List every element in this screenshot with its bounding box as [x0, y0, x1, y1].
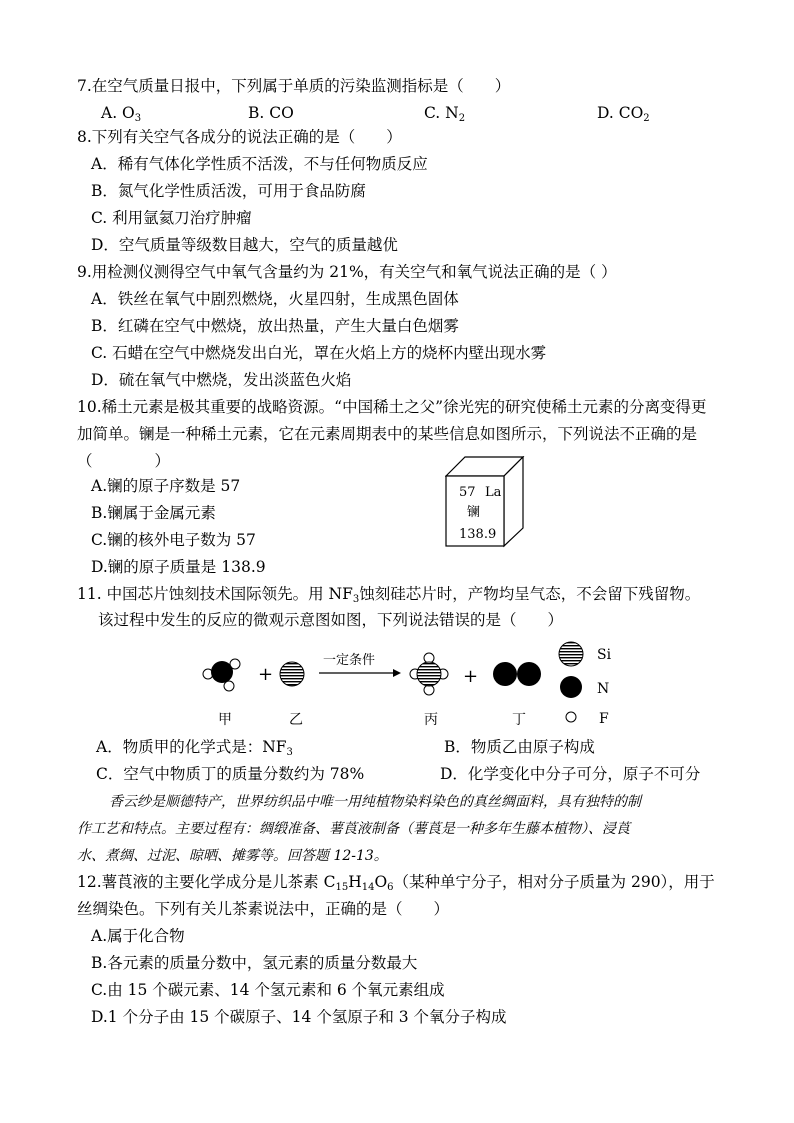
- plus-sign: +: [463, 666, 479, 687]
- q7-stem: 7.在空气质量日报中，下列属于单质的污染监测指标是（ ）: [77, 77, 511, 95]
- q9-stem: 9.用检测仪测得空气中氧气含量约为 21%，有关空气和氧气说法正确的是（ ）: [77, 263, 617, 281]
- legend-f-label: F: [599, 711, 609, 727]
- q8-option-c: C. 利用氩氦刀治疗肿瘤: [91, 209, 252, 227]
- legend-n-label: N: [597, 681, 610, 697]
- molecule-bing: [410, 653, 448, 695]
- q8-option-b: B．氮气化学性质活泼，可用于食品防腐: [91, 182, 366, 200]
- label-ding: 丁: [512, 712, 526, 728]
- q9-option-c: C. 石蜡在空气中燃烧发出白光，罩在火焰上方的烧杯内壁出现水雾: [91, 344, 547, 362]
- molecule-yi: [280, 662, 304, 686]
- lanthanum-element-cube: [445, 456, 525, 548]
- q10-stem-line3: （ ）: [77, 452, 171, 470]
- q10-option-a: A.镧的原子序数是 57: [91, 477, 241, 495]
- reaction-arrow-head: [393, 669, 401, 677]
- q10-stem-line2: 加简单。镧是一种稀土元素，它在元素周期表中的某些信息如图所示，下列说法不正确的是: [77, 425, 698, 443]
- element-symbol: La: [485, 485, 502, 500]
- label-bing: 丙: [424, 712, 438, 728]
- q8-option-d: D．空气质量等级数目越大，空气的质量越优: [91, 236, 398, 254]
- q12-stem-line1: 12.薯莨液的主要化学成分是儿茶素 $C_{15}H_{14}O_6$（某种单宁分子，相对分子质量为 290），用于: [77, 873, 715, 893]
- element-mass: 138.9: [459, 527, 497, 542]
- q7-option-d: D. $CO_2$: [597, 104, 650, 124]
- q12-stem-line2: 丝绸染色。下列有关儿茶素说法中，正确的是（ ）: [77, 900, 450, 918]
- arrow-condition-label: 一定条件: [323, 653, 376, 668]
- element-name: 镧: [467, 505, 481, 520]
- q10-option-d: D.镧的原子质量是 138.9: [91, 558, 266, 576]
- label-yi: 乙: [289, 712, 303, 728]
- q12-option-d: D.1 个分子由 15 个碳原子、14 个氢原子和 3 个氧分子构成: [91, 1008, 507, 1026]
- q11-stem-line2: 该过程中发生的反应的微观示意图如图，下列说法错误的是（ ）: [98, 611, 564, 629]
- legend-n-icon: [560, 676, 582, 698]
- q12-option-c: C.由 15 个碳元素、14 个氢元素和 6 个氧元素组成: [91, 981, 445, 999]
- plus-sign: +: [258, 664, 274, 685]
- q8-option-a: A．稀有气体化学性质不活泼，不与任何物质反应: [91, 155, 428, 173]
- q8-stem: 8.下列有关空气各成分的说法正确的是（ ）: [77, 128, 402, 146]
- q7-option-b: B. CO: [248, 104, 294, 122]
- q9-option-b: B．红磷在空气中燃烧，放出热量，产生大量白色烟雾: [91, 317, 459, 335]
- label-jia: 甲: [218, 712, 232, 728]
- q10-option-b: B.镧属于金属元素: [91, 504, 216, 522]
- element-number: 57: [459, 485, 476, 500]
- legend-si-label: Si: [597, 647, 612, 663]
- q9-option-d: D．硫在氧气中燃烧，发出淡蓝色火焰: [91, 371, 352, 389]
- q7-option-a: A. $O_3$: [101, 104, 142, 124]
- q11-option-d: D．化学变化中分子可分，原子不可分: [440, 765, 701, 783]
- molecule-jia: [203, 659, 240, 691]
- q7-option-c: C. $N_2$: [424, 104, 466, 124]
- q11-option-b: B．物质乙由原子构成: [444, 738, 595, 756]
- passage-line3: 水、煮绸、过泥、晾晒、摊雾等。回答题 12-13。: [77, 848, 388, 864]
- q12-option-b: B.各元素的质量分数中，氢元素的质量分数最大: [91, 954, 418, 972]
- legend-f-icon: [566, 712, 576, 722]
- q11-option-c: C．空气中物质丁的质量分数约为 78%: [96, 765, 365, 783]
- q10-stem-line1: 10.稀土元素是极其重要的战略资源。“中国稀土之父”徐光宪的研究使稀土元素的分离变得更: [77, 398, 707, 416]
- q9-option-a: A．铁丝在氧气中剧烈燃烧，火星四射，生成黑色固体: [91, 290, 459, 308]
- legend-si-icon: [559, 642, 583, 666]
- q12-option-a: A.属于化合物: [91, 927, 185, 945]
- q10-option-c: C.镧的核外电子数为 57: [91, 531, 256, 549]
- q11-option-a: A．物质甲的化学式是：$NF_3$: [96, 738, 293, 758]
- passage-line2: 作工艺和特点。主要过程有：绸缎准备、薯莨液制备（薯莨是一种多年生藤本植物）、浸莨: [77, 821, 630, 837]
- reaction-micro-diagram: [195, 636, 625, 732]
- molecule-ding: [493, 662, 541, 686]
- passage-line1: 香云纱是顺德特产，世界纺织品中唯一用纯植物染料染色的真丝绸面料，具有独特的制: [109, 794, 641, 810]
- q11-stem-line1: 11. 中国芯片蚀刻技术国际领先。用 $NF_3$蚀刻硅芯片时，产物均呈气态，不会留下残留物。: [77, 585, 701, 605]
